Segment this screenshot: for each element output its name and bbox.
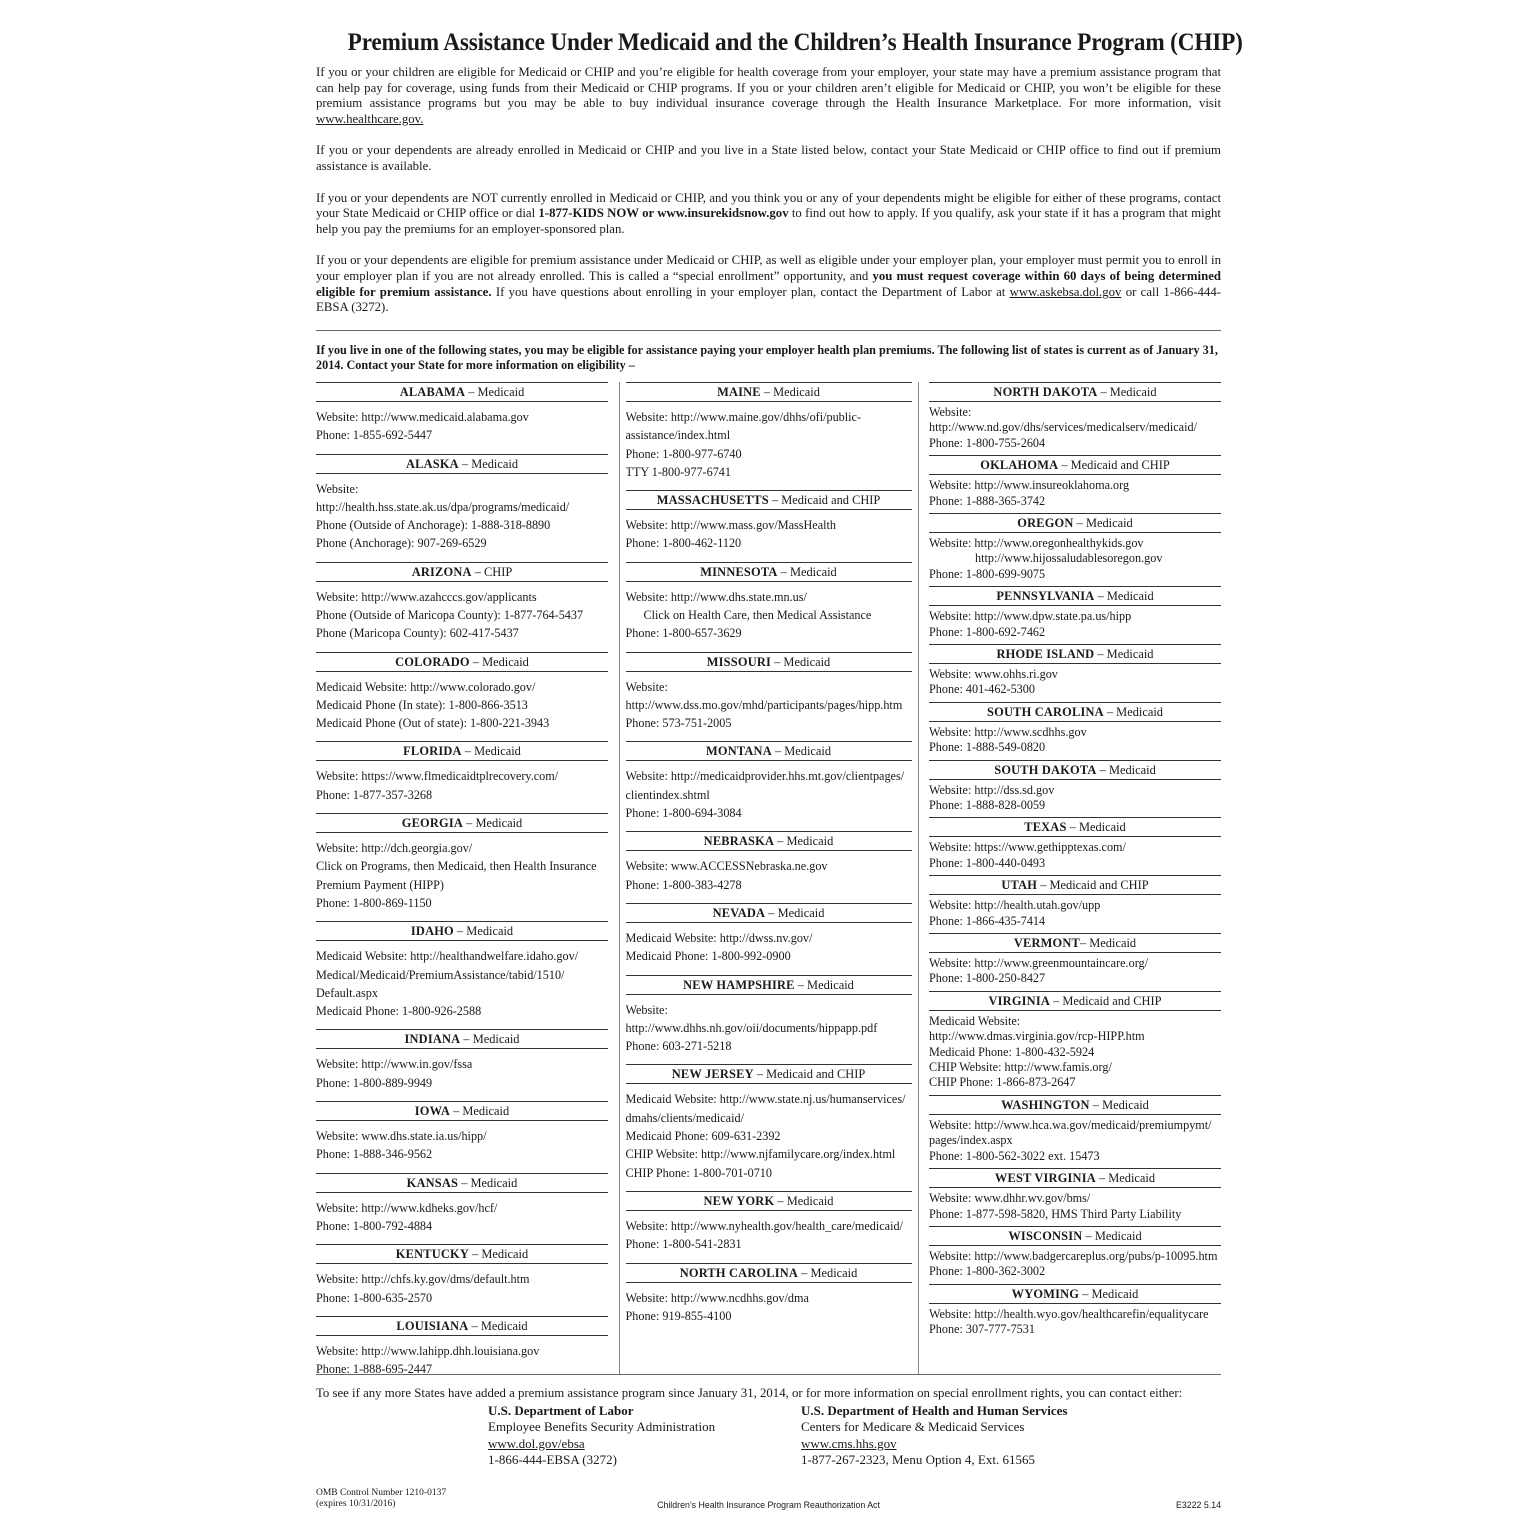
state-heading: [929, 1169, 1221, 1188]
state-name: MAINE: [717, 384, 761, 399]
omb-number: OMB Control Number 1210-0137: [316, 1488, 447, 1498]
contact-website[interactable]: Website: http://www.in.gov/fssa: [316, 1057, 473, 1072]
contact-line: TTY 1-800-977-6741: [625, 464, 731, 479]
healthcare-gov-link[interactable]: www.healthcare.gov.: [316, 111, 424, 126]
contact-website[interactable]: http://health.hss.state.ak.us/dpa/programs/medicaid/: [316, 499, 570, 514]
state-program: – Medicaid and CHIP: [1050, 993, 1162, 1008]
contact-line: Phone: 1-800-657-3629: [625, 626, 742, 641]
contact-website[interactable]: http://www.dss.mo.gov/mhd/participants/pages/hipp.htm: [625, 697, 903, 712]
contact-line: Phone: 1-888-695-2447: [316, 1362, 433, 1377]
contact-line: Phone: 307-777-7531: [929, 1322, 1035, 1337]
contact-line: Phone: 1-800-699-9075: [929, 566, 1046, 581]
state-name: WISCONSIN: [1008, 1228, 1083, 1243]
state-entry: [626, 741, 912, 822]
page-title: Premium Assistance Under Medicaid and the Children’s Health Insurance Program (CHIP): [347, 29, 1243, 56]
state-heading: [316, 383, 608, 402]
contact-line: Phone (Maricopa County): 602-417-5437: [316, 626, 519, 641]
state-name: VIRGINIA: [988, 993, 1050, 1008]
contact-website[interactable]: CHIP Website: http://www.njfamilycare.org/index.html: [625, 1147, 896, 1162]
state-entry: [626, 562, 912, 643]
state-entry: [316, 652, 608, 733]
state-name: ARIZONA: [411, 564, 472, 579]
contact-line: Phone: 1-888-365-3742: [929, 493, 1046, 508]
state-entry: [626, 382, 912, 481]
dol-name: U.S. Department of Labor: [488, 1402, 634, 1418]
state-program: – Medicaid: [798, 1265, 858, 1280]
state-name: MISSOURI: [706, 654, 772, 669]
contact-website[interactable]: Website: http://www.maine.gov/dhhs/ofi/public-: [625, 409, 862, 424]
state-entry: [929, 644, 1221, 698]
state-entry: [316, 741, 608, 804]
contact-website[interactable]: Website: http://www.mass.gov/MassHealth: [625, 518, 836, 533]
state-heading: [316, 1030, 608, 1049]
state-heading: [316, 922, 608, 941]
states-note: If you live in one of the following states, you may be eligible for assistance paying your employer health plan premiums. The following list of states is current as of January 31, 2014. Contact your State for more information on eligibility –: [316, 342, 1218, 373]
contact-website[interactable]: http://www.hijossaludablesoregon.gov: [975, 551, 1163, 566]
intro-paragraph-1: If you or your children are eligible for Medicaid or CHIP and you’re eligible for health coverage from your employer, your state may have a premium assistance program that can help pay for coverage, using funds from their Medicaid or CHIP programs. If you or your children aren’t eligible for Medicaid or CHIP, you won’t be eligible for these premium assistance programs but you may be able to buy individual insurance coverage through the Health Insurance Marketplace. For more information, visit www.healthcare.gov.: [316, 65, 1221, 126]
contact-line: Phone: 1-855-692-5447: [316, 428, 433, 443]
state-name: OKLAHOMA: [980, 458, 1059, 473]
state-column-right: [929, 382, 1221, 1374]
contact-website[interactable]: Website: https://www.flmedicaidtplrecovery.com/: [316, 769, 559, 784]
contact-line: Phone: 919-855-4100: [625, 1308, 732, 1323]
state-name: RHODE ISLAND: [996, 646, 1095, 661]
contact-line: Phone: 1-800-362-3002: [929, 1264, 1046, 1279]
state-heading: [316, 563, 608, 582]
state-heading: [929, 761, 1221, 780]
contact-line: Phone: 573-751-2005: [625, 716, 732, 731]
contact-line: Default.aspx: [316, 985, 378, 1000]
contact-line: Phone: 1-800-694-3084: [625, 806, 742, 821]
state-entry: [929, 760, 1221, 814]
state-entry: [626, 831, 912, 894]
state-name: WASHINGTON: [1001, 1097, 1090, 1112]
intro-paragraph-2: If you or your dependents are already enrolled in Medicaid or CHIP and you live in a State listed below, contact your State Medicaid or CHIP office to find out if premium assistance is available.: [316, 143, 1221, 173]
contact-line: Phone: 1-800-440-0493: [929, 855, 1046, 870]
state-program: – Medicaid: [1066, 820, 1126, 835]
state-name: NORTH CAROLINA: [679, 1265, 799, 1280]
contact-website[interactable]: Website: https://www.gethipptexas.com/: [929, 840, 1126, 855]
state-heading: [929, 1227, 1221, 1246]
state-heading: [626, 1192, 912, 1211]
state-entry: [316, 562, 608, 643]
state-listing: [316, 382, 1221, 1377]
state-name: INDIANA: [404, 1032, 461, 1047]
state-program: – Medicaid: [774, 834, 834, 849]
state-program: – Medicaid and CHIP: [753, 1067, 866, 1082]
contact-website[interactable]: Website: http://www.ncdhhs.gov/dma: [625, 1290, 809, 1305]
state-name: SOUTH CAROLINA: [987, 704, 1104, 719]
insurekidsnow-contact: 1-877-KIDS NOW or www.insurekidsnow.gov: [538, 206, 789, 221]
state-program: – Medicaid: [450, 1104, 510, 1119]
state-name: PENNSYLVANIA: [996, 589, 1095, 604]
contact-line: pages/index.aspx: [929, 1133, 1013, 1148]
state-name: OREGON: [1017, 515, 1074, 530]
state-program: – Medicaid: [1079, 1286, 1139, 1301]
state-program: – Medicaid: [469, 654, 529, 669]
state-heading: [626, 383, 912, 402]
state-entry: [626, 1263, 912, 1326]
state-heading: [626, 653, 912, 672]
contact-website[interactable]: Website: http://www.dpw.state.pa.us/hipp: [929, 609, 1132, 624]
contact-website[interactable]: Medicaid Website: http://healthandwelfare.idaho.gov/: [316, 949, 579, 964]
intro-paragraph-4: If you or your dependents are eligible for premium assistance under Medicaid or CHIP, as well as eligible under your employer plan, your employer must permit you to enroll in your employer plan if you are not already enrolled. This is called a “special enrollment” opportunity, and you must request coverage within 60 days of being determined eligible for premium assistance. If you have questions about enrolling in your employer plan, contact the Department of Labor at www.askebsa.dol.gov or call 1-866-444-EBSA (3272).: [316, 253, 1222, 315]
state-heading: [626, 1065, 912, 1084]
state-name: WEST VIRGINIA: [994, 1171, 1096, 1186]
state-column-left: [316, 382, 608, 1377]
state-heading: [316, 742, 608, 761]
state-program: – Medicaid and CHIP: [768, 493, 881, 508]
contact-website[interactable]: http://www.dhhs.nh.gov/oii/documents/hippapp.pdf: [625, 1020, 878, 1035]
contact-website[interactable]: http://www.nd.gov/dhs/services/medicalserv/medicaid/: [929, 420, 1197, 435]
state-heading: [929, 587, 1221, 606]
contact-line: Phone: 1-800-792-4884: [316, 1218, 433, 1233]
state-heading: [929, 876, 1221, 895]
state-name: ALABAMA: [399, 384, 466, 399]
state-name: VERMONT: [1013, 936, 1080, 951]
state-name: COLORADO: [395, 654, 470, 669]
state-program: – Medicaid: [1082, 1228, 1142, 1243]
state-name: NORTH DAKOTA: [993, 384, 1098, 399]
contact-website[interactable]: Website: http://www.medicaid.alabama.gov: [316, 409, 529, 424]
state-entry: [626, 652, 912, 733]
contact-line: Phone: 1-888-549-0820: [929, 740, 1046, 755]
state-entry: [929, 817, 1221, 871]
state-name: NEW HAMPSHIRE: [683, 977, 795, 992]
contact-line: Phone: 1-888-346-9562: [316, 1147, 433, 1162]
state-name: MINNESOTA: [700, 564, 778, 579]
state-program: – Medicaid: [1095, 1171, 1156, 1186]
state-program: – Medicaid: [765, 905, 825, 920]
state-name: WYOMING: [1011, 1286, 1080, 1301]
state-heading: [626, 742, 912, 761]
state-program: – Medicaid and CHIP: [1037, 878, 1149, 893]
contact-line: Phone: 1-800-250-8427: [929, 971, 1046, 986]
state-entry: [316, 1173, 608, 1236]
state-name: TEXAS: [1024, 820, 1067, 835]
form-code: E3222 5.14: [1175, 1500, 1221, 1510]
contact-line: Phone: 1-800-635-2570: [316, 1290, 433, 1305]
dol-phone: 1-866-444-EBSA (3272): [488, 1452, 617, 1468]
contact-line: Phone: 1-800-692-7462: [929, 624, 1046, 639]
contact-website[interactable]: Website: http://chfs.ky.gov/dms/default.htm: [316, 1272, 530, 1287]
state-program: – Medicaid: [1097, 384, 1157, 399]
state-program: – Medicaid: [771, 744, 832, 759]
state-name: IOWA: [414, 1104, 451, 1119]
dol-link[interactable]: www.dol.gov/ebsa: [488, 1435, 585, 1451]
state-entry: [929, 1168, 1221, 1222]
state-program: – Medicaid: [458, 456, 519, 471]
state-entry: [316, 1101, 608, 1164]
state-program: – Medicaid: [777, 564, 837, 579]
contact-line: Premium Payment (HIPP): [316, 877, 444, 892]
state-program: – Medicaid: [460, 1032, 520, 1047]
hhs-contact: [801, 1403, 1114, 1469]
state-name: MASSACHUSETTS: [656, 493, 769, 508]
state-name: NEBRASKA: [703, 834, 775, 849]
state-program: – Medicaid: [1080, 936, 1137, 951]
contact-website[interactable]: Medicaid Website: http://dwss.nv.gov/: [625, 930, 813, 945]
contact-line: Medicaid Phone (Out of state): 1-800-221-3943: [316, 716, 550, 731]
contact-line: Phone: 1-800-889-9949: [316, 1075, 433, 1090]
contact-line: Phone: 1-800-383-4278: [625, 877, 742, 892]
state-program: – Medicaid: [1103, 704, 1163, 719]
state-program: – Medicaid: [465, 384, 525, 399]
state-program: – Medicaid: [468, 1318, 528, 1333]
contact-line: Phone: 603-271-5218: [625, 1039, 732, 1054]
state-entry: [929, 702, 1221, 756]
contact-website[interactable]: Website: http://www.greenmountaincare.org/: [929, 956, 1149, 971]
contact-line: Phone: 1-866-435-7414: [929, 913, 1046, 928]
state-heading: [929, 818, 1221, 837]
contact-website[interactable]: Website: http://dch.georgia.gov/: [316, 841, 473, 856]
contact-website[interactable]: Website: www.ohhs.ri.gov: [929, 666, 1058, 681]
state-entry: [929, 1095, 1221, 1164]
hhs-sub: Centers for Medicare & Medicaid Services: [801, 1419, 1025, 1435]
state-program: – Medicaid: [1096, 762, 1156, 777]
state-heading: [929, 992, 1221, 1011]
state-program: – Medicaid: [794, 977, 854, 992]
state-name: MONTANA: [705, 744, 772, 759]
contact-website[interactable]: Website: http://www.dhs.state.mn.us/: [625, 589, 807, 604]
state-heading: [929, 1096, 1221, 1115]
state-program: – Medicaid: [1094, 589, 1154, 604]
contact-line: Phone: 1-800-562-3022 ext. 15473: [929, 1148, 1100, 1163]
state-program: – Medicaid: [461, 744, 521, 759]
contact-website[interactable]: Website: www.dhs.state.ia.us/hipp/: [316, 1129, 487, 1144]
state-program: – Medicaid: [1094, 646, 1154, 661]
state-program: – Medicaid: [774, 1193, 834, 1208]
intro-paragraph-3: If you or your dependents are NOT currently enrolled in Medicaid or CHIP, and you think you or any of your dependents might be eligible for either of these programs, contact your State Medicaid or CHIP office or dial 1-877-KIDS NOW or www.insurekidsnow.gov to find out how to apply. If you qualify, ask your state if it has a program that might help you pay the premiums for an employer-sponsored plan.: [316, 190, 1221, 236]
contact-website[interactable]: Website: http://www.kdheks.gov/hcf/: [316, 1200, 498, 1215]
contact-website[interactable]: Website: http://dss.sd.gov: [929, 782, 1055, 797]
contact-line: Medicaid Phone (In state): 1-800-866-3513: [316, 697, 528, 712]
state-entry: [929, 1284, 1221, 1338]
contact-line: Phone: 1-800-977-6740: [625, 446, 742, 461]
state-heading: [626, 491, 912, 510]
contact-line: Phone: 1-800-541-2831: [625, 1237, 742, 1252]
contact-line: Medical/Medicaid/PremiumAssistance/tabid/1510/: [316, 967, 565, 982]
state-heading: [929, 383, 1221, 402]
state-name: KANSAS: [406, 1175, 459, 1190]
state-heading: [626, 563, 912, 582]
state-name: IDAHO: [410, 924, 454, 939]
contact-line: Phone: 401-462-5300: [929, 682, 1035, 697]
contact-line: Phone: 1-877-598-5820, HMS Third Party Liability: [929, 1206, 1182, 1221]
contact-website[interactable]: Website: http://health.utah.gov/upp: [929, 898, 1101, 913]
omb-expiry: (expires 10/31/2016): [316, 1499, 396, 1509]
state-heading: [929, 1285, 1221, 1304]
state-program: – Medicaid: [1089, 1097, 1149, 1112]
contact-website[interactable]: Website: www.dhhr.wv.gov/bms/: [929, 1191, 1091, 1206]
contact-line: Phone: 1-877-357-3268: [316, 787, 433, 802]
state-heading: [626, 1264, 912, 1283]
state-heading: [316, 1245, 608, 1264]
state-program: – Medicaid: [1073, 515, 1133, 530]
state-name: NEVADA: [712, 905, 766, 920]
state-heading: [626, 976, 912, 995]
contact-line: CHIP Phone: 1-800-701-0710: [625, 1165, 772, 1180]
state-entry: [929, 586, 1221, 640]
section-divider: [316, 330, 1221, 331]
contact-line: assistance/index.html: [625, 428, 731, 443]
contact-website[interactable]: Website: http://health.wyo.gov/healthcarefin/equalitycare: [929, 1306, 1209, 1321]
state-entry: [626, 975, 912, 1056]
state-entry: [929, 1226, 1221, 1280]
contact-website[interactable]: http://www.dmas.virginia.gov/rcp-HIPP.htm: [929, 1029, 1145, 1044]
contact-website[interactable]: Website: http://www.scdhhs.gov: [929, 724, 1087, 739]
state-heading: [929, 934, 1221, 953]
contact-website[interactable]: Website: http://www.oregonhealthykids.gov: [929, 535, 1144, 550]
state-entry: [626, 1064, 912, 1181]
state-name: KENTUCKY: [395, 1247, 469, 1262]
state-entry: [316, 454, 608, 553]
contact-website[interactable]: Medicaid Website: http://www.state.nj.us/humanservices/: [625, 1092, 906, 1107]
dol-contact: [488, 1403, 801, 1469]
state-entry: [626, 1191, 912, 1254]
state-entry: [316, 1316, 608, 1379]
contact-line: Phone (Outside of Anchorage): 1-888-318-8890: [316, 518, 551, 533]
state-entry: [929, 991, 1221, 1091]
state-name: NEW JERSEY: [671, 1067, 754, 1082]
contact-line: Click on Programs, then Medicaid, then Health Insurance: [316, 859, 597, 874]
state-name: UTAH: [1001, 878, 1038, 893]
state-entry: [626, 490, 912, 553]
state-program: – Medicaid: [771, 654, 831, 669]
contact-line: Phone: 1-800-869-1150: [316, 895, 432, 910]
state-heading: [316, 1102, 608, 1121]
contact-website[interactable]: Medicaid Website: http://www.colorado.gov/: [316, 679, 536, 694]
contact-line: Phone: 1-888-828-0059: [929, 798, 1046, 812]
state-entry: [929, 382, 1221, 451]
state-heading: [929, 703, 1221, 722]
state-heading: [316, 455, 608, 474]
state-name: NEW YORK: [703, 1193, 775, 1208]
contact-line: Phone (Outside of Maricopa County): 1-877-764-5437: [316, 607, 584, 622]
hhs-link[interactable]: www.cms.hhs.gov: [801, 1435, 897, 1451]
state-entry: [316, 382, 608, 445]
footer-text: To see if any more States have added a premium assistance program since January 31, 2014, or for more information on special enrollment rights, you can contact either:: [316, 1385, 1183, 1400]
contact-line: Medicaid Phone: 1-800-432-5924: [929, 1044, 1095, 1059]
state-name: SOUTH DAKOTA: [994, 762, 1097, 777]
state-heading: [626, 904, 912, 923]
state-entry: [316, 1244, 608, 1307]
state-entry: [316, 813, 608, 912]
contact-line: Click on Health Care, then Medical Assistance: [643, 607, 872, 622]
state-program: – Medicaid: [463, 816, 523, 831]
contact-line: dmahs/clients/medicaid/: [625, 1110, 744, 1125]
state-program: – Medicaid: [760, 384, 820, 399]
state-program: – Medicaid: [469, 1247, 529, 1262]
state-heading: [316, 814, 608, 833]
contact-website[interactable]: Website: http://medicaidprovider.hhs.mt.gov/clientpages/: [625, 769, 905, 784]
contact-line: Website:: [316, 481, 359, 496]
contact-website[interactable]: Website: http://www.insureoklahoma.org: [929, 478, 1130, 493]
state-heading: [316, 653, 608, 672]
state-column-middle: [619, 382, 919, 1374]
contact-website[interactable]: CHIP Website: http://www.famis.org/: [929, 1060, 1112, 1075]
state-entry: [929, 875, 1221, 929]
contact-line: Medicaid Phone: 1-800-992-0900: [625, 949, 791, 964]
state-program: – Medicaid: [453, 924, 514, 939]
state-entry: [626, 903, 912, 966]
state-program: – CHIP: [471, 564, 513, 579]
askebsa-link[interactable]: www.askebsa.dol.gov: [1009, 284, 1122, 299]
state-entry: [929, 513, 1221, 582]
contact-line: Phone: 1-800-755-2604: [929, 435, 1046, 450]
state-heading: [929, 514, 1221, 533]
dol-sub: Employee Benefits Security Administration: [488, 1419, 716, 1435]
state-program: – Medicaid and CHIP: [1058, 458, 1170, 473]
state-heading: [626, 832, 912, 851]
state-heading: [316, 1174, 608, 1193]
state-entry: [316, 921, 608, 1020]
contact-line: Phone: 1-800-462-1120: [625, 536, 742, 551]
document-content: [316, 28, 1243, 1469]
state-entry: [929, 933, 1221, 987]
state-name: FLORIDA: [403, 744, 462, 759]
state-name: LOUISIANA: [396, 1318, 469, 1333]
contact-line: Medicaid Phone: 609-631-2392: [625, 1129, 781, 1144]
contact-line: clientindex.shtml: [625, 787, 710, 802]
contact-website[interactable]: Website: www.ACCESSNebraska.ne.gov: [625, 859, 828, 874]
contact-line: Medicaid Phone: 1-800-926-2588: [316, 1004, 482, 1019]
state-entry: [929, 455, 1221, 509]
contact-line: CHIP Phone: 1-866-873-2647: [929, 1075, 1076, 1090]
state-heading: [929, 645, 1221, 664]
act-name: Children’s Health Insurance Program Reauthorization Act: [657, 1500, 880, 1510]
contact-website[interactable]: Website: http://www.badgercareplus.org/pubs/p-10095.htm: [929, 1248, 1218, 1263]
contact-line: Website:: [625, 1002, 668, 1017]
state-heading: [316, 1317, 608, 1336]
hhs-phone: 1-877-267-2323, Menu Option 4, Ext. 61565: [801, 1452, 1035, 1468]
state-entry: [316, 1029, 608, 1092]
contact-website[interactable]: Website: http://www.lahipp.dhh.louisiana.gov: [316, 1343, 540, 1358]
contact-line: Website:: [625, 679, 668, 694]
contact-line: Phone (Anchorage): 907-269-6529: [316, 536, 487, 551]
contact-website[interactable]: Website: http://www.hca.wa.gov/medicaid/premiumpymt/: [929, 1117, 1212, 1132]
state-heading: [929, 456, 1221, 475]
contact-website[interactable]: Website: http://www.nyhealth.gov/health_care/medicaid/: [625, 1218, 903, 1233]
state-program: – Medicaid: [458, 1175, 518, 1190]
hhs-name: U.S. Department of Health and Human Services: [801, 1402, 1068, 1418]
contact-line: Website:: [929, 404, 972, 419]
intro-section: [316, 65, 1221, 316]
state-name: GEORGIA: [401, 816, 464, 831]
contact-line: Medicaid Website:: [929, 1013, 1021, 1028]
agency-contacts: [488, 1403, 1221, 1469]
state-name: ALASKA: [405, 456, 459, 471]
contact-website[interactable]: Website: http://www.azahcccs.gov/applicants: [316, 589, 537, 604]
